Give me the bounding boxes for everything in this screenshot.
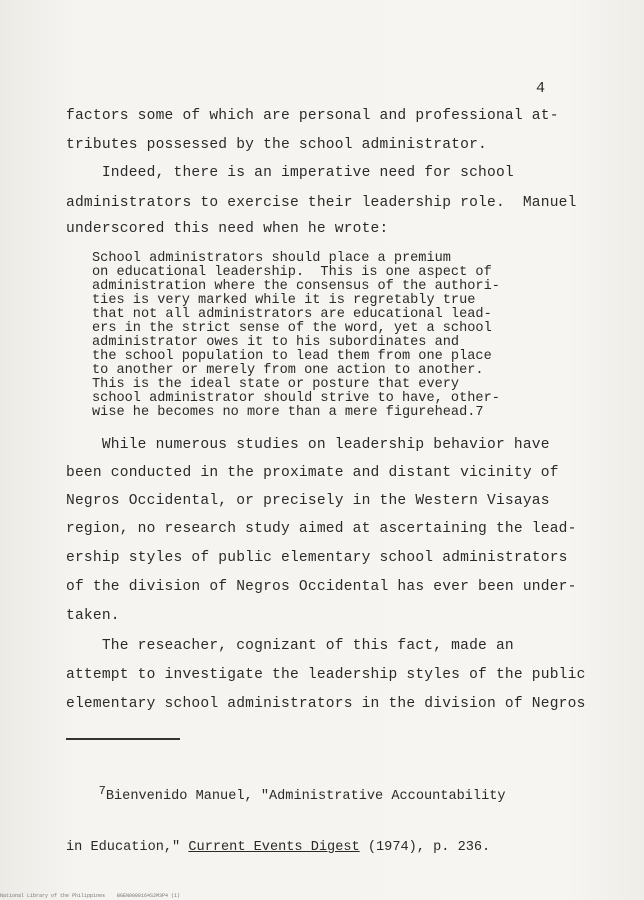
quote-line: administration where the consensus of the authori- [92, 279, 500, 294]
paragraph-line: Indeed, there is an imperative need for school [66, 165, 514, 181]
paragraph-line: factors some of which are personal and professional at- [66, 108, 559, 124]
paragraph-line: taken. [66, 608, 120, 624]
paragraph-line: of the division of Negros Occidental has ever been under- [66, 579, 577, 595]
paragraph-line: underscored this need when he wrote: [66, 221, 389, 237]
paragraph-line: region, no research study aimed at ascertaining the lead- [66, 521, 577, 537]
paragraph-line: administrators to exercise their leadership role. Manuel [66, 195, 577, 211]
archive-footer [0, 892, 644, 900]
quote-line: to another or merely from one action to another. [92, 363, 484, 378]
paragraph-line: elementary school administrators in the division of Negros [66, 696, 586, 712]
footer-library: National Library of the Philippines [0, 893, 106, 899]
paragraph-line: Negros Occidental, or precisely in the Western Visayas [66, 493, 550, 509]
quote-line: that not all administrators are educational lead- [92, 307, 492, 322]
paragraph-line: been conducted in the proximate and distant vicinity of [66, 465, 559, 481]
footnote-text: (1974), p. 236. [359, 840, 491, 855]
footnote [66, 754, 506, 890]
quote-line: wise he becomes no more than a mere figurehead.7 [92, 405, 484, 420]
paragraph-line: While numerous studies on leadership behavior have [66, 437, 550, 453]
footnote-rule [66, 738, 180, 740]
paragraph-line: tributes possessed by the school administrator. [66, 137, 488, 153]
footnote-source-title: Current Events Digest [188, 840, 360, 855]
quote-line: School administrators should place a premium [92, 251, 451, 266]
quote-line: This is the ideal state or posture that every [92, 377, 460, 392]
page-number: 4 [536, 80, 546, 97]
paragraph-line: ership styles of public elementary school administrators [66, 550, 568, 566]
quote-line: administrator owes it to his subordinates and [92, 335, 460, 350]
paragraph-line: attempt to investigate the leadership styles of the public [66, 667, 586, 683]
quote-line: school administrator should strive to have, other- [92, 391, 500, 406]
footer-code: BGEN0000164S2M3P4 (1) [117, 893, 181, 899]
footnote-line-2 [66, 839, 506, 856]
quote-line: the school population to lead them from one place [92, 349, 492, 364]
footnote-text: in Education," [66, 840, 189, 855]
paragraph-line: The reseacher, cognizant of this fact, made an [66, 638, 514, 654]
footnote-marker: 7 [98, 784, 106, 798]
footnote-text: Bienvenido Manuel, "Administrative Accountability [105, 789, 506, 804]
quote-line: on educational leadership. This is one aspect of [92, 265, 492, 280]
footnote-line-1 [66, 784, 506, 805]
quote-line: ers in the strict sense of the word, yet a school [92, 321, 492, 336]
quote-line: ties is very marked while it is regretably true [92, 293, 476, 308]
